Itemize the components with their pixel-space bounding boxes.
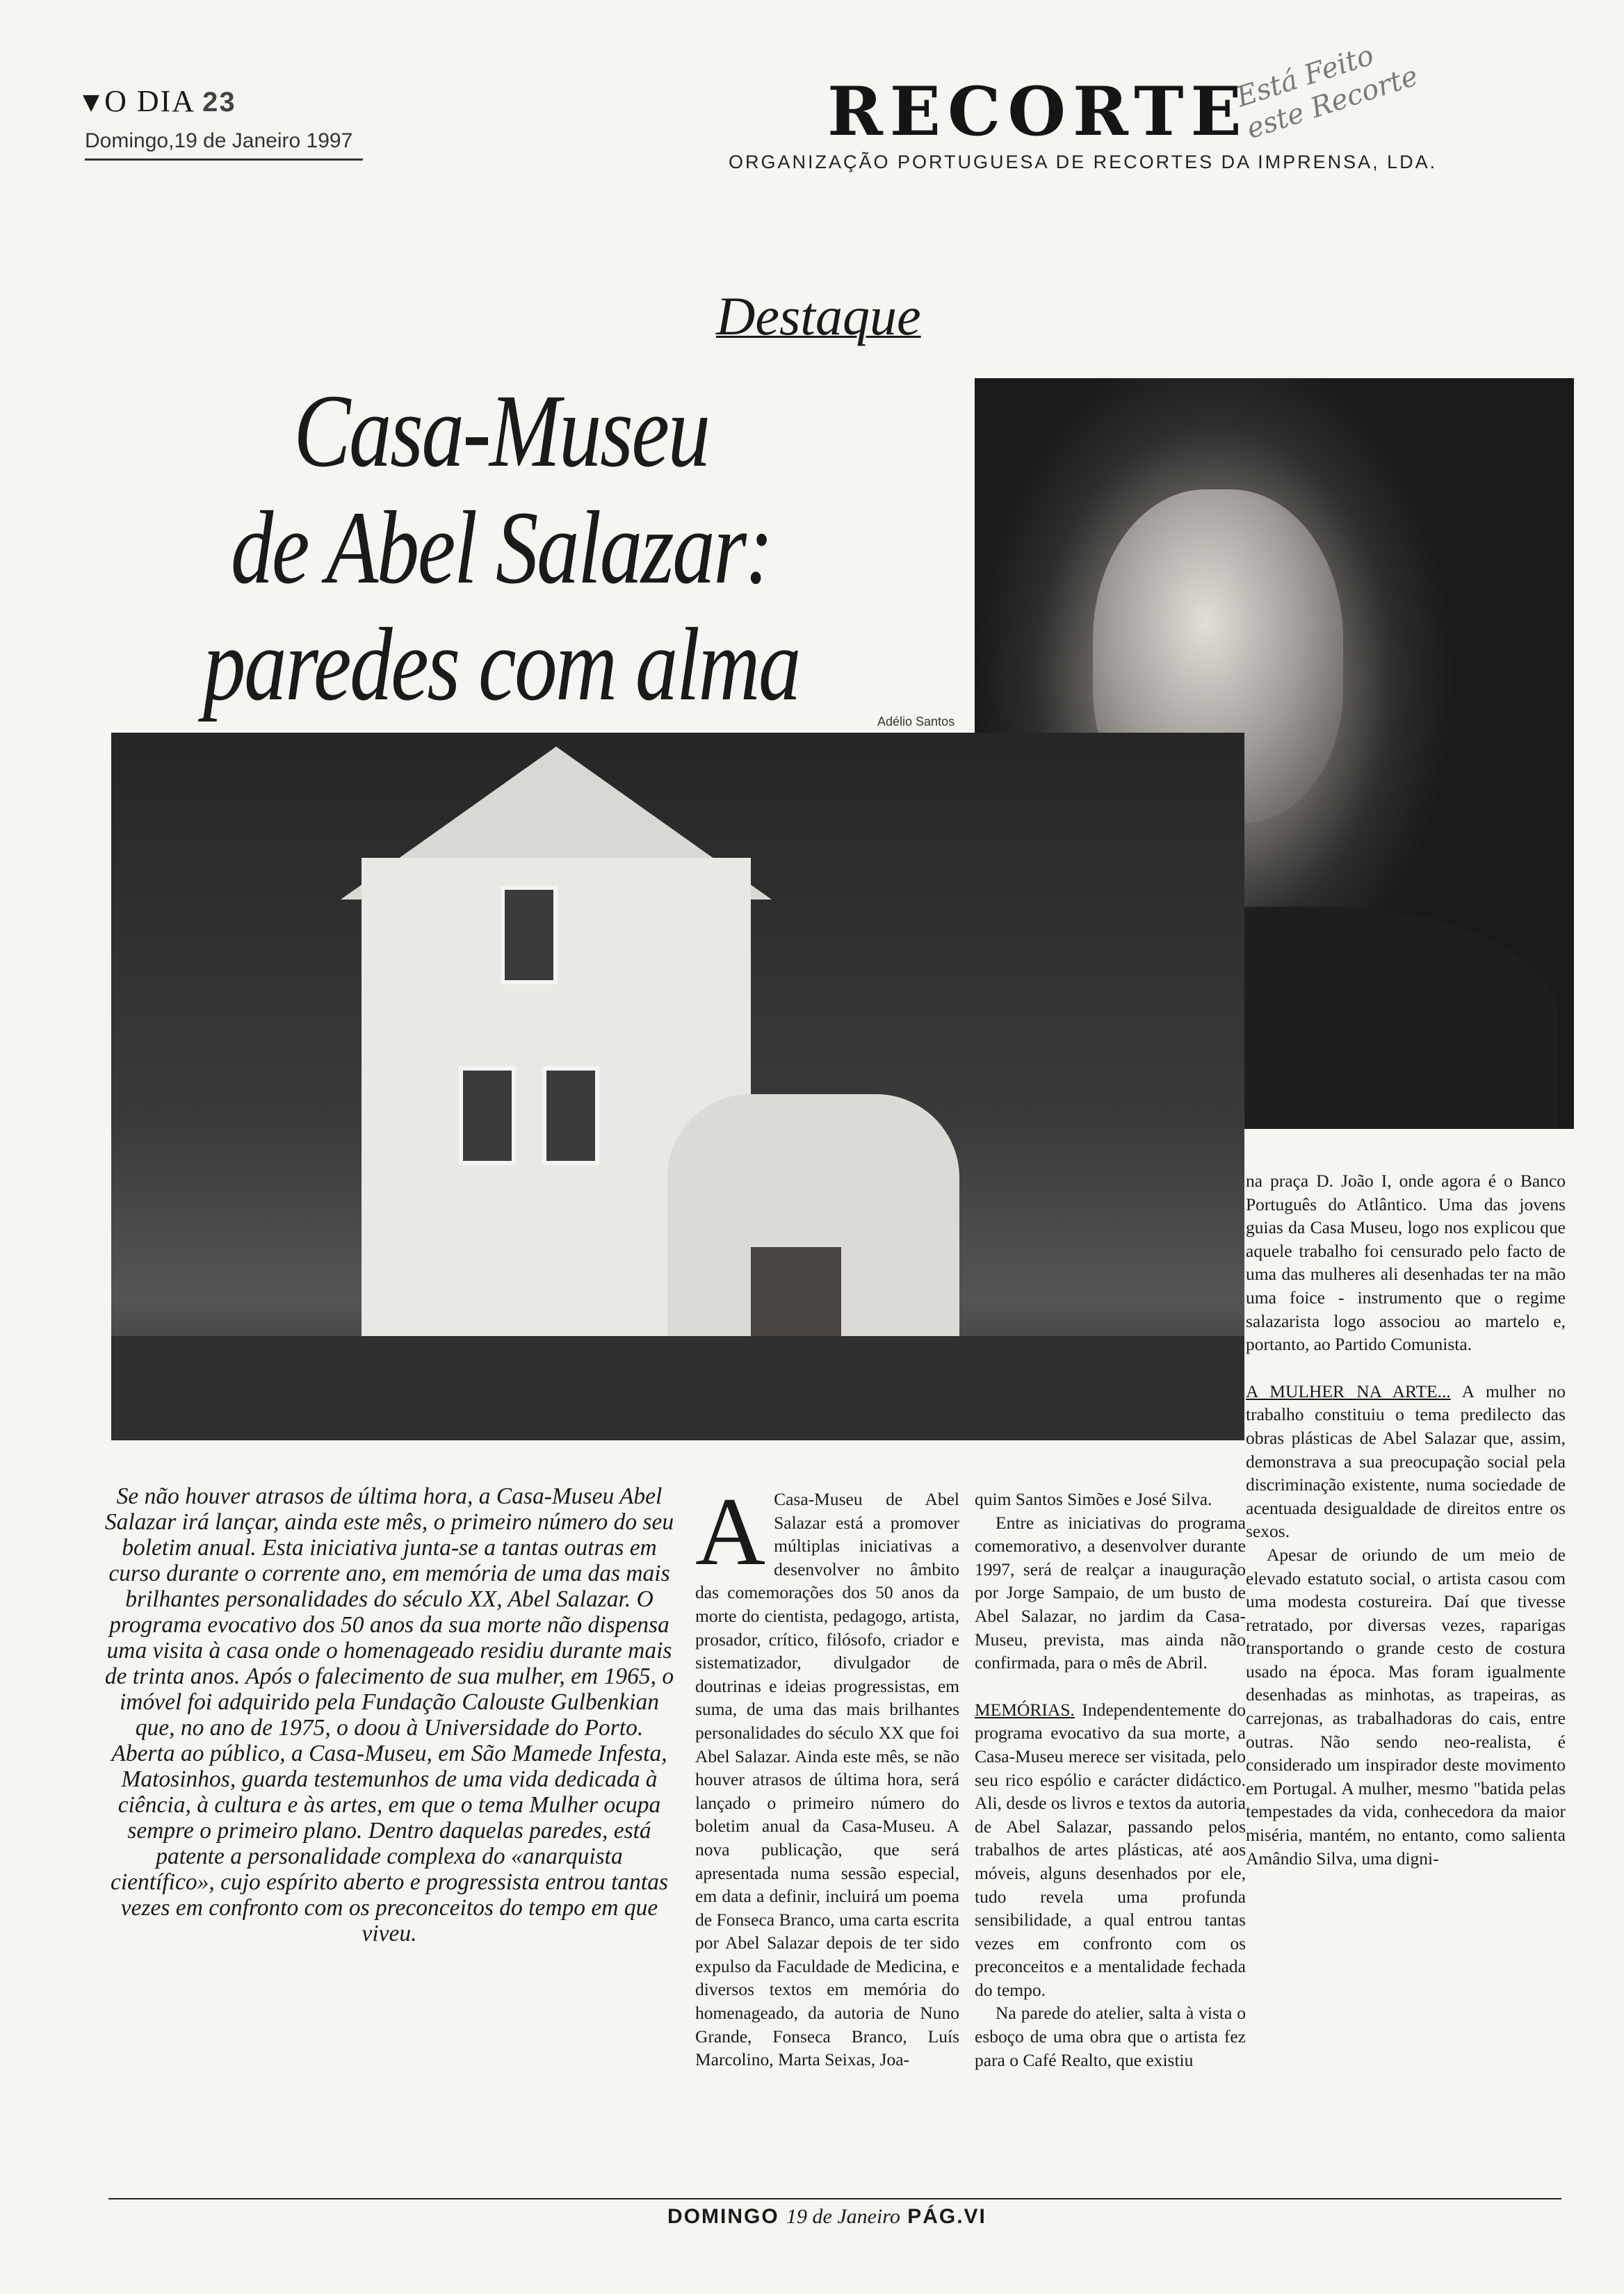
masthead-title: O DIA	[104, 84, 196, 118]
article-column-3	[1246, 1169, 1566, 1870]
house-window	[459, 1066, 516, 1165]
column-2-paragraph: Independentemente do programa evocativo da sua morte, a Casa-Museu merece ser visitada, pelo seu rico espólio e carácter didáctico. Ali, desde os livros e textos da autoria de Abel Salazar, passando pelos trabalhos de artes plásticas, até aos móveis, alguns desenhados por ele, tudo revela uma profunda sensibilidade, a qual entrou tantas vezes em confronto com os preconceitos e a mentalidade fechada do tempo.	[975, 1699, 1246, 2000]
agency-logo: RECORTE	[827, 72, 1249, 151]
house-ground	[111, 1336, 1244, 1440]
masthead-number: 23	[202, 87, 236, 117]
drop-cap: A	[695, 1478, 766, 1586]
column-2-paragraph: Entre as iniciativas do programa comemorativo, a desenvolver durante 1997, será de realçar a inauguração por Jorge Sampaio, de um busto de Abel Salazar, no jardim da Casa-Museu, prevista, mas ainda não confirmada, para o mês de Abril.	[975, 1512, 1246, 1673]
footer	[667, 2205, 986, 2229]
masthead-date: Domingo,19 de Janeiro 1997	[85, 129, 363, 161]
column-2-paragraph: quim Santos Simões e José Silva.	[975, 1489, 1212, 1509]
footer-label: DOMINGO	[667, 2205, 779, 2228]
footer-date: 19 de Janeiro	[786, 2205, 900, 2228]
house-window	[501, 886, 558, 984]
headline-line-3: paredes com alma	[203, 607, 799, 722]
column-1-text: Casa-Museu de Abel Salazar está a promover múltiplas iniciativas a desenvolver no âmbito das comemorações dos 50 anos da morte do cientista, pedagogo, artista, prosador, crítico, filósofo, criador e sistematizador, divulgador de doutrinas e ideias progressistas, em suma, de uma das mais brilhantes personalidades do século XX que foi Abel Salazar. Ainda este mês, se não houver atrasos de última hora, será lançado o primeiro número do boletim anual da Casa-Museu. A nova publicação, que será apresentada numa sessão especial, em data a definir, incluirá um poema de Fonseca Branco, uma carta escrita por Abel Salazar depois de ter sido expulso da Faculdade de Medicina, e diversos textos em memória do homenageado, da autoria de Nuno Grande, Fonseca Branco, Luís Marcolino, Marta Seixas, Joa-	[695, 1489, 959, 2070]
article-column-1	[695, 1478, 959, 2072]
column-2-paragraph: Na parede do atelier, salta à vista o esboço de uma obra que o artista fez para o Café Realto, que existiu	[975, 2003, 1246, 2070]
column-3-paragraph: na praça D. João I, onde agora é o Banco Português do Atlântico. Uma das jovens guias da Casa Museu, logo nos explicou que aquele trabalho foi censurado pelo facto de uma das mulheres ali desenhadas ter na mão uma foice - instrumento que o regime salazarista logo associou ao martelo e, portanto, ao Partido Comunista.	[1246, 1171, 1566, 1355]
section-kicker: Destaque	[716, 286, 921, 346]
footer-page: PÁG.VI	[907, 2205, 986, 2228]
headline	[188, 373, 815, 723]
article-lede: Se não houver atrasos de última hora, a Casa-Museu Abel Salazar irá lançar, ainda este mês, o primeiro número do seu boletim anual. Esta iniciativa junta-se a tantas outras em curso durante o corrente ano, em memória de uma das mais brilhantes personalidades do século XX, Abel Salazar. O programa evocativo dos 50 anos da sua morte não dispensa uma visita à casa onde o homenageado residiu durante mais de trinta anos. Após o falecimento de sua mulher, em 1965, o imóvel foi adquirido pela Fundação Calouste Gulbenkian que, no ano de 1975, o doou à Universidade do Porto. Aberta ao público, a Casa-Museu, em São Mamede Infesta, Matosinhos, guarda testemunhos de uma vida dedicada à ciência, à cultura e às artes, em que o tema Mulher ocupa sempre o primeiro plano. Dentro daquelas paredes, está patente a personalidade complexa do «anarquista científico», cujo espírito aberto e progressista entrou tantas vezes em confronto com os preconceitos do tempo em que viveu.	[104, 1483, 674, 1946]
footer-rule	[108, 2198, 1561, 2199]
handwritten-note: Está Feito este Recorte	[1232, 39, 1422, 146]
house-photo	[111, 733, 1244, 1440]
subheading-mulher-na-arte: A MULHER NA ARTE...	[1246, 1381, 1451, 1401]
masthead-arrow-icon: ▾	[83, 84, 101, 118]
house-window	[542, 1066, 599, 1165]
article-column-2	[975, 1488, 1246, 2072]
agency-subtitle: ORGANIZAÇÃO PORTUGUESA DE RECORTES DA IMPRENSA, LDA.	[729, 152, 1438, 172]
column-3-paragraph: Apesar de oriundo de um meio de elevado estatuto social, o artista casou com uma modesta costureira. Daí que tivesse retratado, por diversas vezes, raparigas transportando o grande cesto de costura usado na época. Mas foram igualmente desenhadas as minhotas, as trapeiras, as carrejonas, as trabalhadoras do cais, entre outras. Não sendo neo-realista, é considerado um inspirador deste movimento em Portugal. A mulher, mesmo "batida pelas tempestades da vida, conhecedora da maior miséria, mantém, no entanto, como salienta Amândio Silva, uma digni-	[1246, 1544, 1566, 1869]
column-3-paragraph: A mulher no trabalho constituiu o tema predilecto das obras plásticas de Abel Salazar que, assim, demonstrava a sua preocupação social pela discriminação existente, numa sociedade de acentuada desigualdade de direitos entre os sexos.	[1246, 1381, 1566, 1542]
headline-line-2: de Abel Salazar:	[230, 490, 772, 605]
subheading-memorias: MEMÓRIAS.	[975, 1699, 1075, 1720]
masthead	[83, 83, 236, 119]
photo-credit: Adélio Santos	[877, 715, 955, 729]
headline-line-1: Casa-Museu	[293, 373, 709, 489]
